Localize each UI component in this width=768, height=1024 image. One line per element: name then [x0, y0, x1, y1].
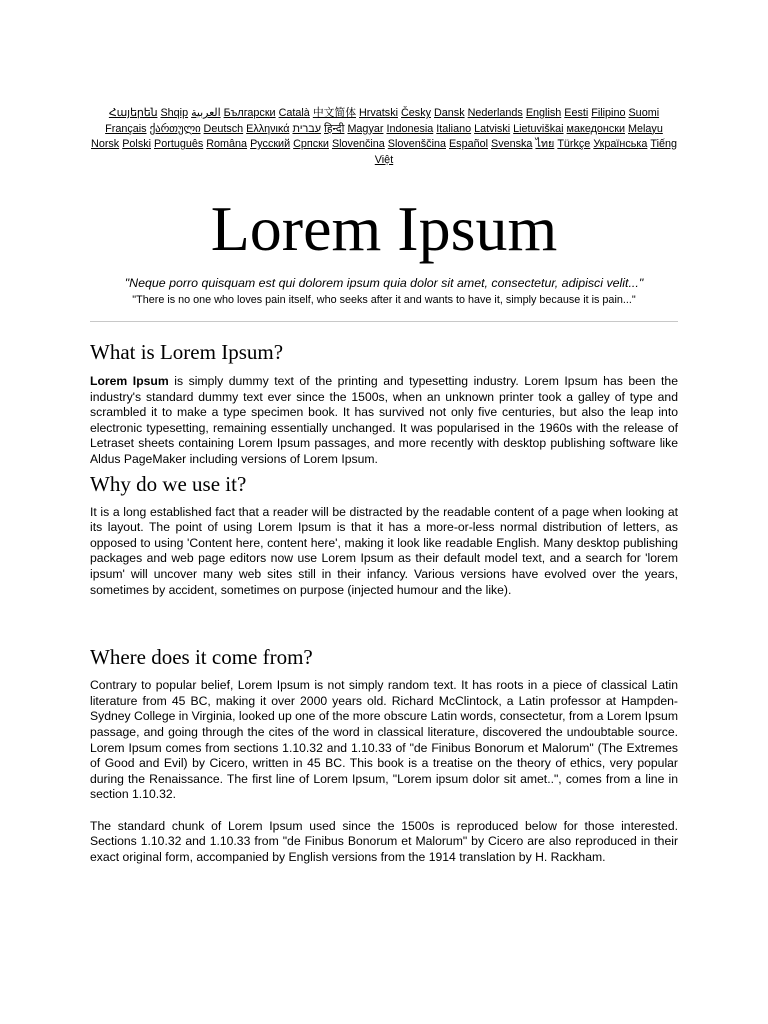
why-use-paragraph: It is a long established fact that a reader will be distracted by the readable content of a page when looking at its layout. The point of using Lorem Ipsum is that it has a more-or-less normal distribution of letters, as opposed to using 'Content here, content here', making it look like readable English. Many desktop publishing packages and web page editors now use Lorem Ipsum as their default model text, and a search for 'lorem ipsum' will uncover many web sites still in their infancy. Various versions have evolved over the years, sometimes by accident, sometimes on purpose (injected humour and the like). [90, 504, 678, 597]
header-divider [90, 321, 678, 322]
why-use-heading: Why do we use it? [90, 471, 247, 496]
language-link[interactable]: Հայերեն [108, 107, 158, 119]
language-link[interactable]: Filipino [591, 107, 626, 119]
language-link[interactable]: English [525, 107, 562, 119]
language-link[interactable]: Polski [122, 138, 152, 150]
language-link[interactable]: Româna [206, 138, 248, 150]
language-link[interactable]: Српски [293, 138, 329, 150]
language-link[interactable]: Hrvatski [359, 107, 398, 119]
language-link[interactable]: العربية [191, 107, 221, 119]
latin-quote: "Neque porro quisquam est qui dolorem ipsum quia dolor sit amet, consectetur, adipisci velit..." [124, 276, 644, 290]
language-link[interactable]: Deutsch [203, 122, 244, 135]
language-link[interactable]: Shqip [160, 107, 189, 119]
language-link[interactable]: Français [105, 122, 147, 135]
where-from-heading: Where does it come from? [90, 645, 313, 670]
what-is-paragraph [90, 374, 678, 468]
language-link[interactable]: Dansk [434, 107, 465, 119]
language-link[interactable]: ไทย [535, 138, 555, 150]
language-link[interactable]: עברית [292, 122, 322, 135]
language-link[interactable]: Indonesia [386, 122, 434, 135]
language-link[interactable]: Nederlands [467, 107, 523, 119]
language-link[interactable]: Pусский [250, 138, 291, 150]
language-link[interactable]: Português [154, 138, 204, 150]
where-from-paragraph: Contrary to popular belief, Lorem Ipsum is not simply random text. It has roots in a piece of classical Latin literature from 45 BC, making it over 2000 years old. Richard McClintock, a Latin professor at Hampden-Sydney College in Virginia, looked up one of the more obscure Latin words, consectetur, from a Lorem Ipsum passage, and going through the cites of the word in classical literature, discovered the undoubtable source. Lorem Ipsum comes from sections 1.10.32 and 1.10.33 of "de Finibus Bonorum et Malorum" (The Extremes of Good and Evil) by Cicero, written in 45 BC. This book is a treatise on the theory of ethics, very popular during the Renaissance. The first line of Lorem Ipsum, "Lorem ipsum dolor sit amet..", comes from a line in section 1.10.32. [90, 678, 678, 802]
language-link[interactable]: हिन्दी [324, 122, 345, 135]
page-title: Lorem Ipsum [210, 193, 558, 264]
language-link[interactable]: Latviski [474, 122, 511, 135]
what-is-text: is simply dummy text of the printing and typesetting industry. Lorem Ipsum has been the industry's standard dummy text ever since the 1500s, when an unknown printer took a galley of type and scrambled it to make a type specimen book. It has survived not only five centuries, but also the leap into electronic typesetting, remaining essentially unchanged. It was popularised in the 1960s with the release of Letraset sheets containing Lorem Ipsum passages, and more recently with desktop publishing software like Aldus PageMaker including versions of Lorem Ipsum. [90, 374, 678, 466]
language-link[interactable]: Türkçe [557, 138, 591, 150]
language-link[interactable]: Español [448, 138, 489, 150]
language-link[interactable]: македонски [566, 122, 626, 135]
language-link[interactable]: Magyar [347, 122, 384, 135]
language-link[interactable]: Suomi [628, 107, 660, 119]
language-link[interactable]: Slovenčina [331, 138, 385, 150]
language-link[interactable]: Melayu [628, 122, 663, 135]
page-content [90, 106, 678, 866]
language-bar [90, 106, 678, 168]
lorem-ipsum-lead: Lorem Ipsum [90, 374, 169, 388]
language-link[interactable]: Česky [401, 107, 431, 119]
language-link[interactable]: 中文简体 [312, 107, 356, 119]
language-link[interactable]: Lietuviškai [513, 122, 564, 135]
language-link[interactable]: Български [223, 107, 276, 119]
language-link[interactable]: Italiano [436, 122, 472, 135]
language-link[interactable]: Tiếng Việt [374, 138, 677, 166]
language-link[interactable]: Norsk [91, 138, 120, 150]
english-quote: "There is no one who loves pain itself, who seeks after it and wants to have it, simply because it is pain..." [132, 294, 636, 306]
language-link[interactable]: ქართული [149, 122, 201, 135]
what-is-heading: What is Lorem Ipsum? [90, 340, 284, 364]
standard-chunk-paragraph: The standard chunk of Lorem Ipsum used since the 1500s is reproduced below for those interested. Sections 1.10.32 and 1.10.33 from "de Finibus Bonorum et Malorum" by Cicero are also reproduced in their exact original form, accompanied by English versions from the 1914 translation by H. Rackham. [90, 818, 678, 865]
language-link[interactable]: Català [278, 107, 310, 119]
language-link[interactable]: Svenska [491, 138, 533, 150]
language-link[interactable]: Slovenščina [387, 138, 446, 150]
language-link[interactable]: Eesti [564, 107, 589, 119]
language-link[interactable]: Українська [593, 138, 648, 150]
language-link[interactable]: Ελληνικά [246, 122, 290, 135]
